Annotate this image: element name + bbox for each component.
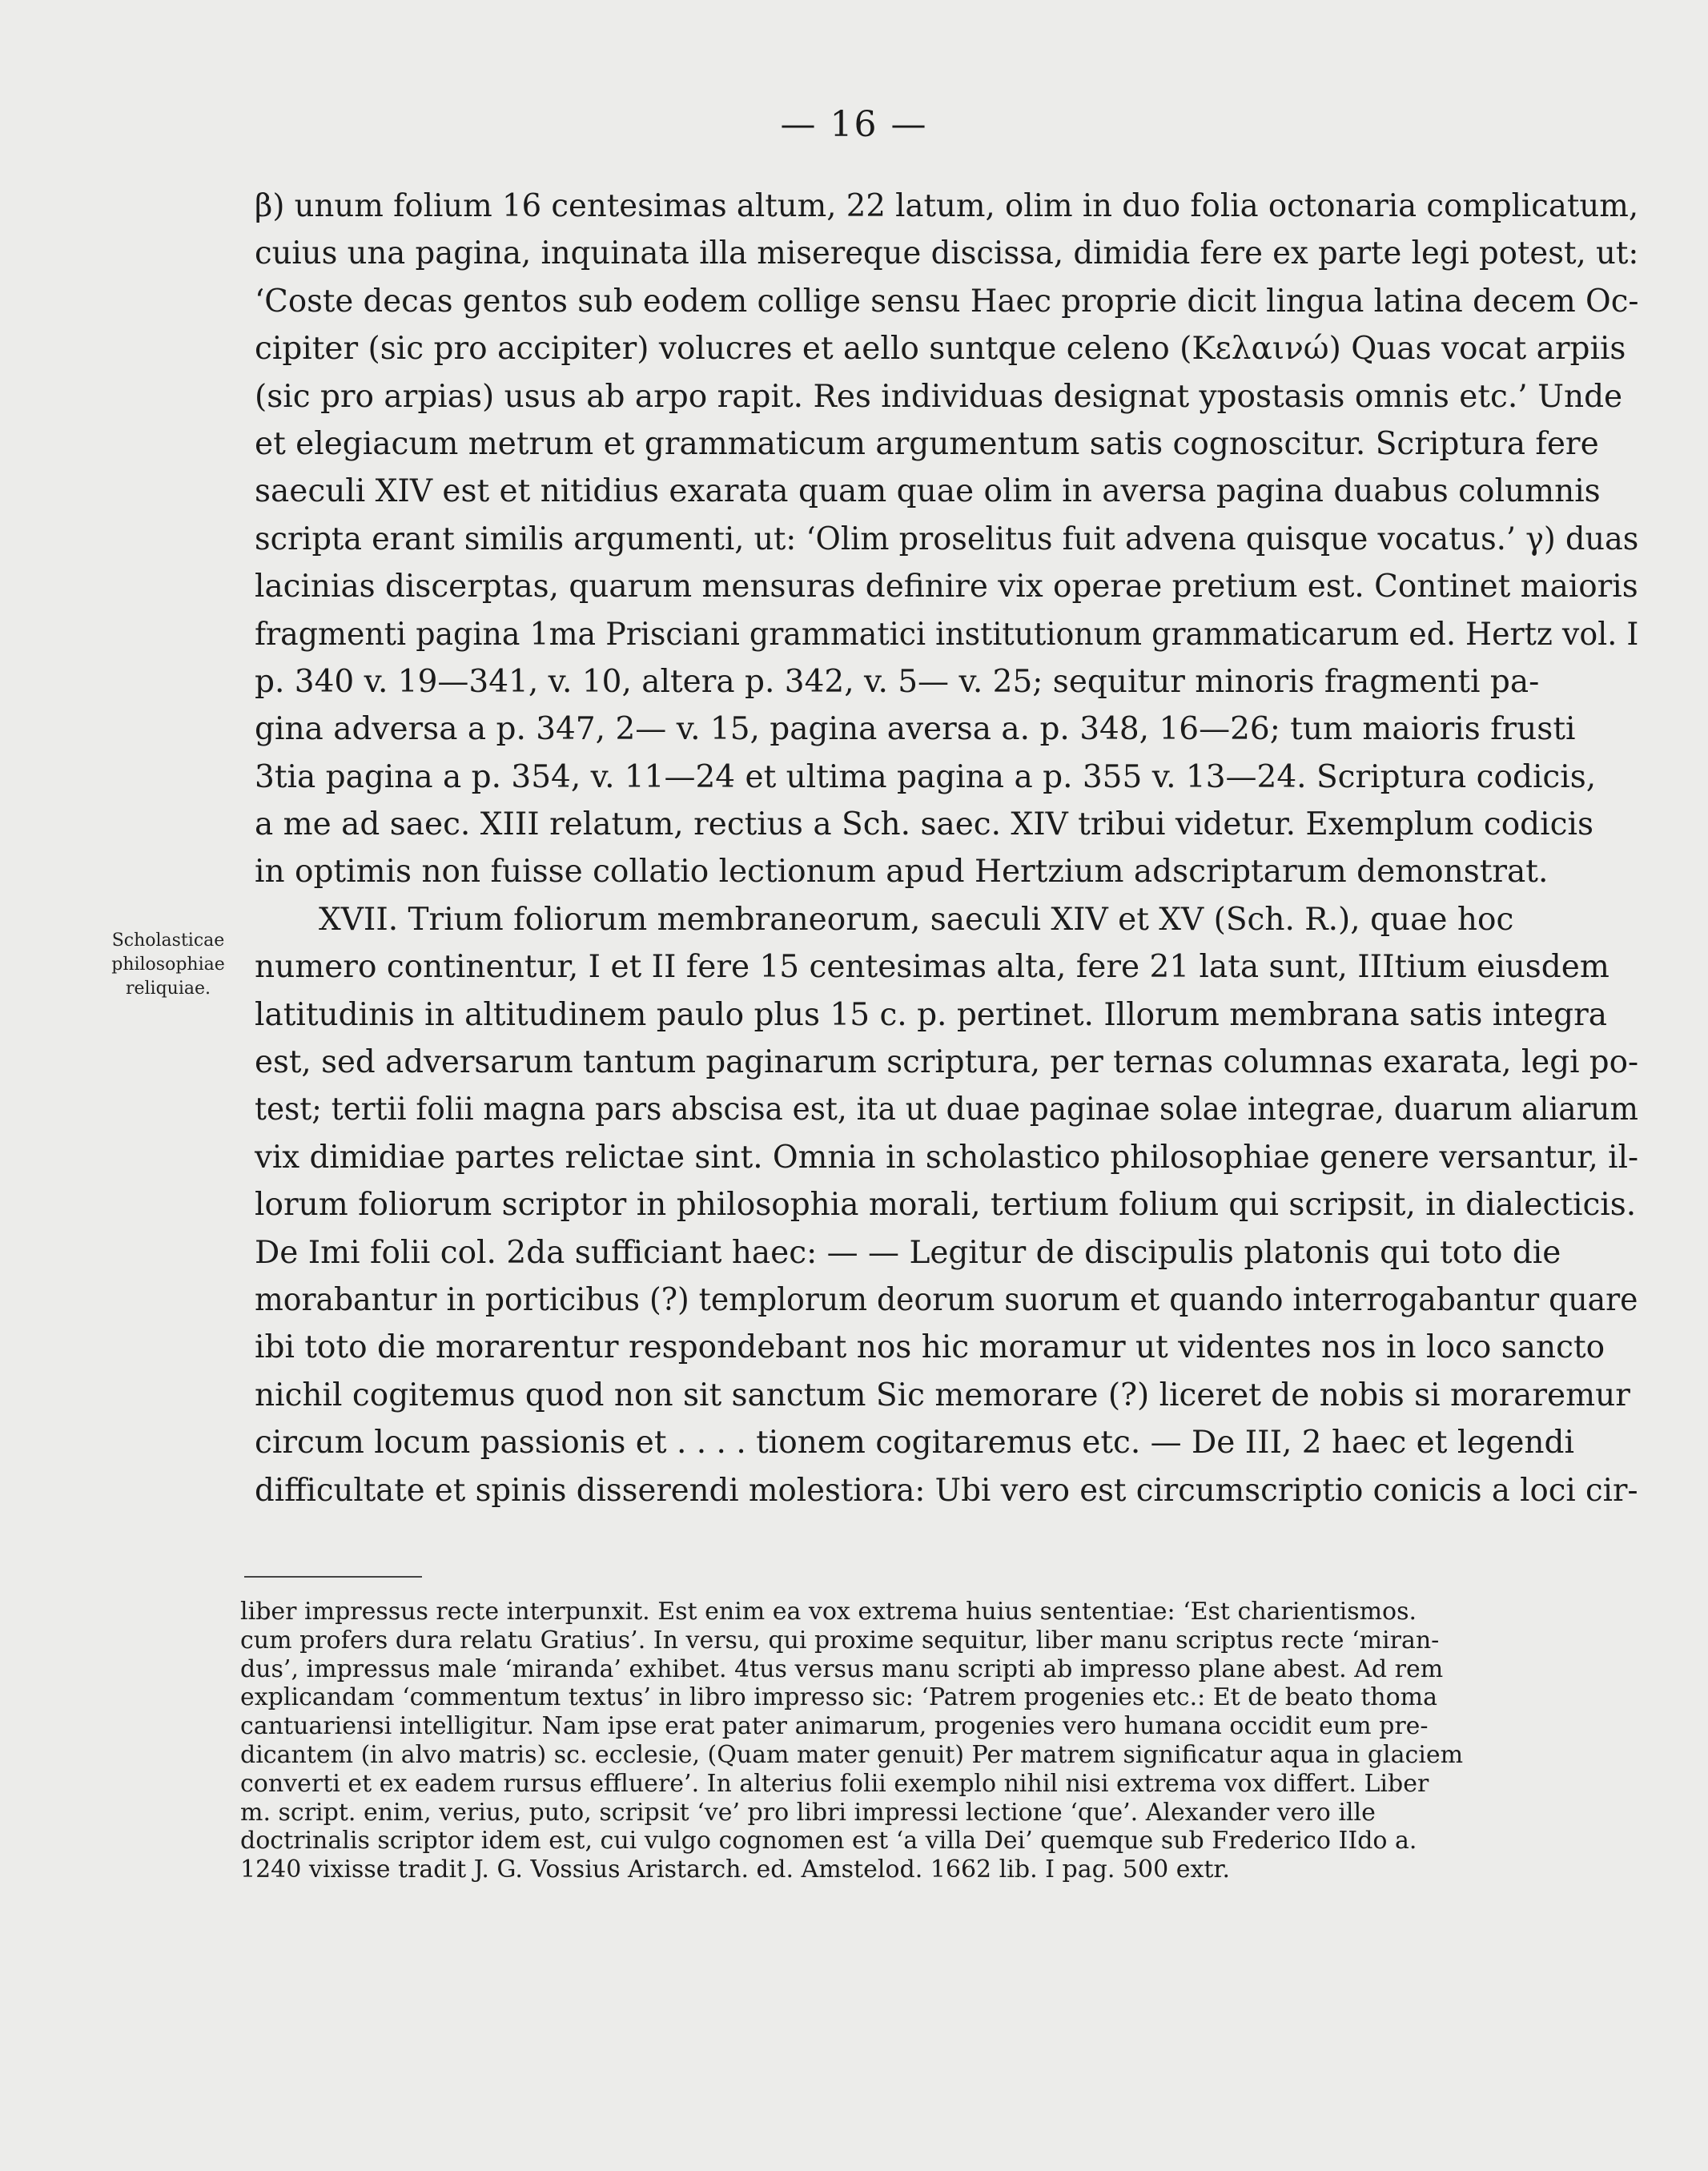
body-line: fragmenti pagina 1ma Prisciani grammatici institutionum grammaticarum ed. Hertz vol. I [255,616,1639,653]
body-line: cuius una pagina, inquinata illa misereque discissa, dimidia fere ex parte legi potest, ut: [255,235,1639,272]
footnote-line: 1240 vixisse tradit J. G. Vossius Aristarch. ed. Amstelod. 1662 lib. I pag. 500 extr. [240,1855,1231,1884]
body-line: in optimis non fuisse collatio lectionum apud Hertzium adscriptarum demonstrat. [255,854,1549,891]
body-line: ibi toto die morarentur respondebant nos hic moramur ut videntes nos in loco sancto [255,1329,1606,1366]
footnote-line: explicandam ‘commentum textus’ in libro impresso sic: ‘Patrem progenies etc.: Et de beato thoma [240,1683,1438,1712]
body-line: gina adversa a p. 347, 2— v. 15, pagina aversa a. p. 348, 16—26; tum maioris frusti [255,711,1576,748]
footnote-line: cantuariensi intelligitur. Nam ipse erat pater animarum, progenies vero humana occidit eum pre- [240,1712,1429,1741]
body-line: De Imi folii col. 2da sufficiant haec: — — Legitur de discipulis platonis qui toto die [255,1234,1561,1271]
margin-note-line: reliquiae. [125,979,211,999]
margin-note-line: Scholasticae [111,931,225,951]
body-line: 3tia pagina a p. 354, v. 11—24 et ultima pagina a p. 355 v. 13—24. Scriptura codicis, [255,758,1597,795]
margin-note [88,929,248,1001]
body-line: a me ad saec. XIII relatum, rectius a Sch. saec. XIV tribui videtur. Exemplum codicis [255,806,1593,843]
body-line: nichil cogitemus quod non sit sanctum Sic memorare (?) liceret de nobis si moraremur [255,1377,1630,1413]
footnote-line: converti et ex eadem rursus effluere’. In alterius folii exemplo nihil nisi extrema vox differt. Liber [240,1769,1429,1798]
body-line: difficultate et spinis disserendi molestiora: Ubi vero est circumscriptio conicis a loci cir- [255,1472,1638,1509]
body-line: circum locum passionis et . . . . tionem cogitaremus etc. — De III, 2 haec et legendi [255,1425,1574,1461]
body-line: (sic pro arpias) usus ab arpo rapit. Res individuas designat ypostasis omnis etc.’ Unde [255,378,1623,415]
body-line: morabantur in porticibus (?) templorum deorum suorum et quando interrogabantur quare [255,1281,1638,1318]
footnote-divider [244,1576,422,1578]
body-line: et elegiacum metrum et grammaticum argumentum satis cognoscitur. Scriptura fere [255,425,1599,462]
footnotes [240,1598,1638,1884]
footnote-line: dicantem (in alvo matris) sc. ecclesie, (Quam mater genuit) Per matrem significatur aqua in glaciem [240,1740,1464,1769]
body-line: saeculi XIV est et nitidius exarata quam quae olim in aversa pagina duabus columnis [255,473,1601,510]
body-line: est, sed adversarum tantum paginarum scriptura, per ternas columnas exarata, legi po- [255,1044,1639,1081]
section-heading-line: XVII. Trium foliorum membraneorum, saeculi XIV et XV (Sch. R.), quae hoc [319,901,1514,938]
footnote-line: cum profers dura relatu Gratius’. In versu, qui proxime sequitur, liber manu scriptus recte ‘miran- [240,1626,1440,1654]
footnote-line: doctrinalis scriptor idem est, cui vulgo cognomen est ‘a villa Dei’ quemque sub Frederico IIdo a. [240,1827,1417,1855]
body-line: latitudinis in altitudinem paulo plus 15 c. p. pertinet. Illorum membrana satis integra [255,996,1607,1033]
body-line: numero continentur, I et II fere 15 centesimas alta, fere 21 lata sunt, IIItium eiusdem [255,949,1610,986]
margin-note-line: philosophiae [111,955,225,975]
body-line: cipiter (sic pro accipiter) volucres et aello suntque celeno (Κελαινώ) Quas vocat arpiis [255,331,1626,368]
main-text [255,183,1638,1514]
body-line: p. 340 v. 19—341, v. 10, altera p. 342, v. 5— v. 25; sequitur minoris fragmenti pa- [255,663,1540,700]
body-line: lacinias discerptas, quarum mensuras definire vix operae pretium est. Continet maioris [255,569,1638,605]
body-line: scripta erant similis argumenti, ut: ‘Olim proselitus fuit advena quisque vocatus.’ γ) duas [255,521,1639,557]
body-line: test; tertii folii magna pars abscisa est, ita ut duae paginae solae integrae, duarum aliarum [255,1092,1638,1128]
body-line: lorum foliorum scriptor in philosophia morali, tertium folium qui scripsit, in dialecticis. [255,1187,1637,1224]
footnote-line: dus’, impressus male ‘miranda’ exhibet. 4tus versus manu scripti ab impresso plane abest. Ad rem [240,1654,1444,1683]
page-number: — 16 — [780,104,928,145]
body-line: ‘Coste decas gentos sub eodem collige sensu Haec proprie dicit lingua latina decem Oc- [255,283,1639,320]
body-line: vix dimidiae partes relictae sint. Omnia in scholastico philosophiae genere versantur, il- [255,1139,1639,1176]
body-line: β) unum folium 16 centesimas altum, 22 latum, olim in duo folia octonaria complicatum, [255,188,1639,224]
footnote-line: m. script. enim, verius, puto, scripsit ‘ve’ pro libri impressi lectione ‘que’. Alexander vero ille [240,1798,1376,1827]
footnote-line: liber impressus recte interpunxit. Est enim ea vox extrema huius sententiae: ‘Est charientismos. [240,1598,1417,1626]
